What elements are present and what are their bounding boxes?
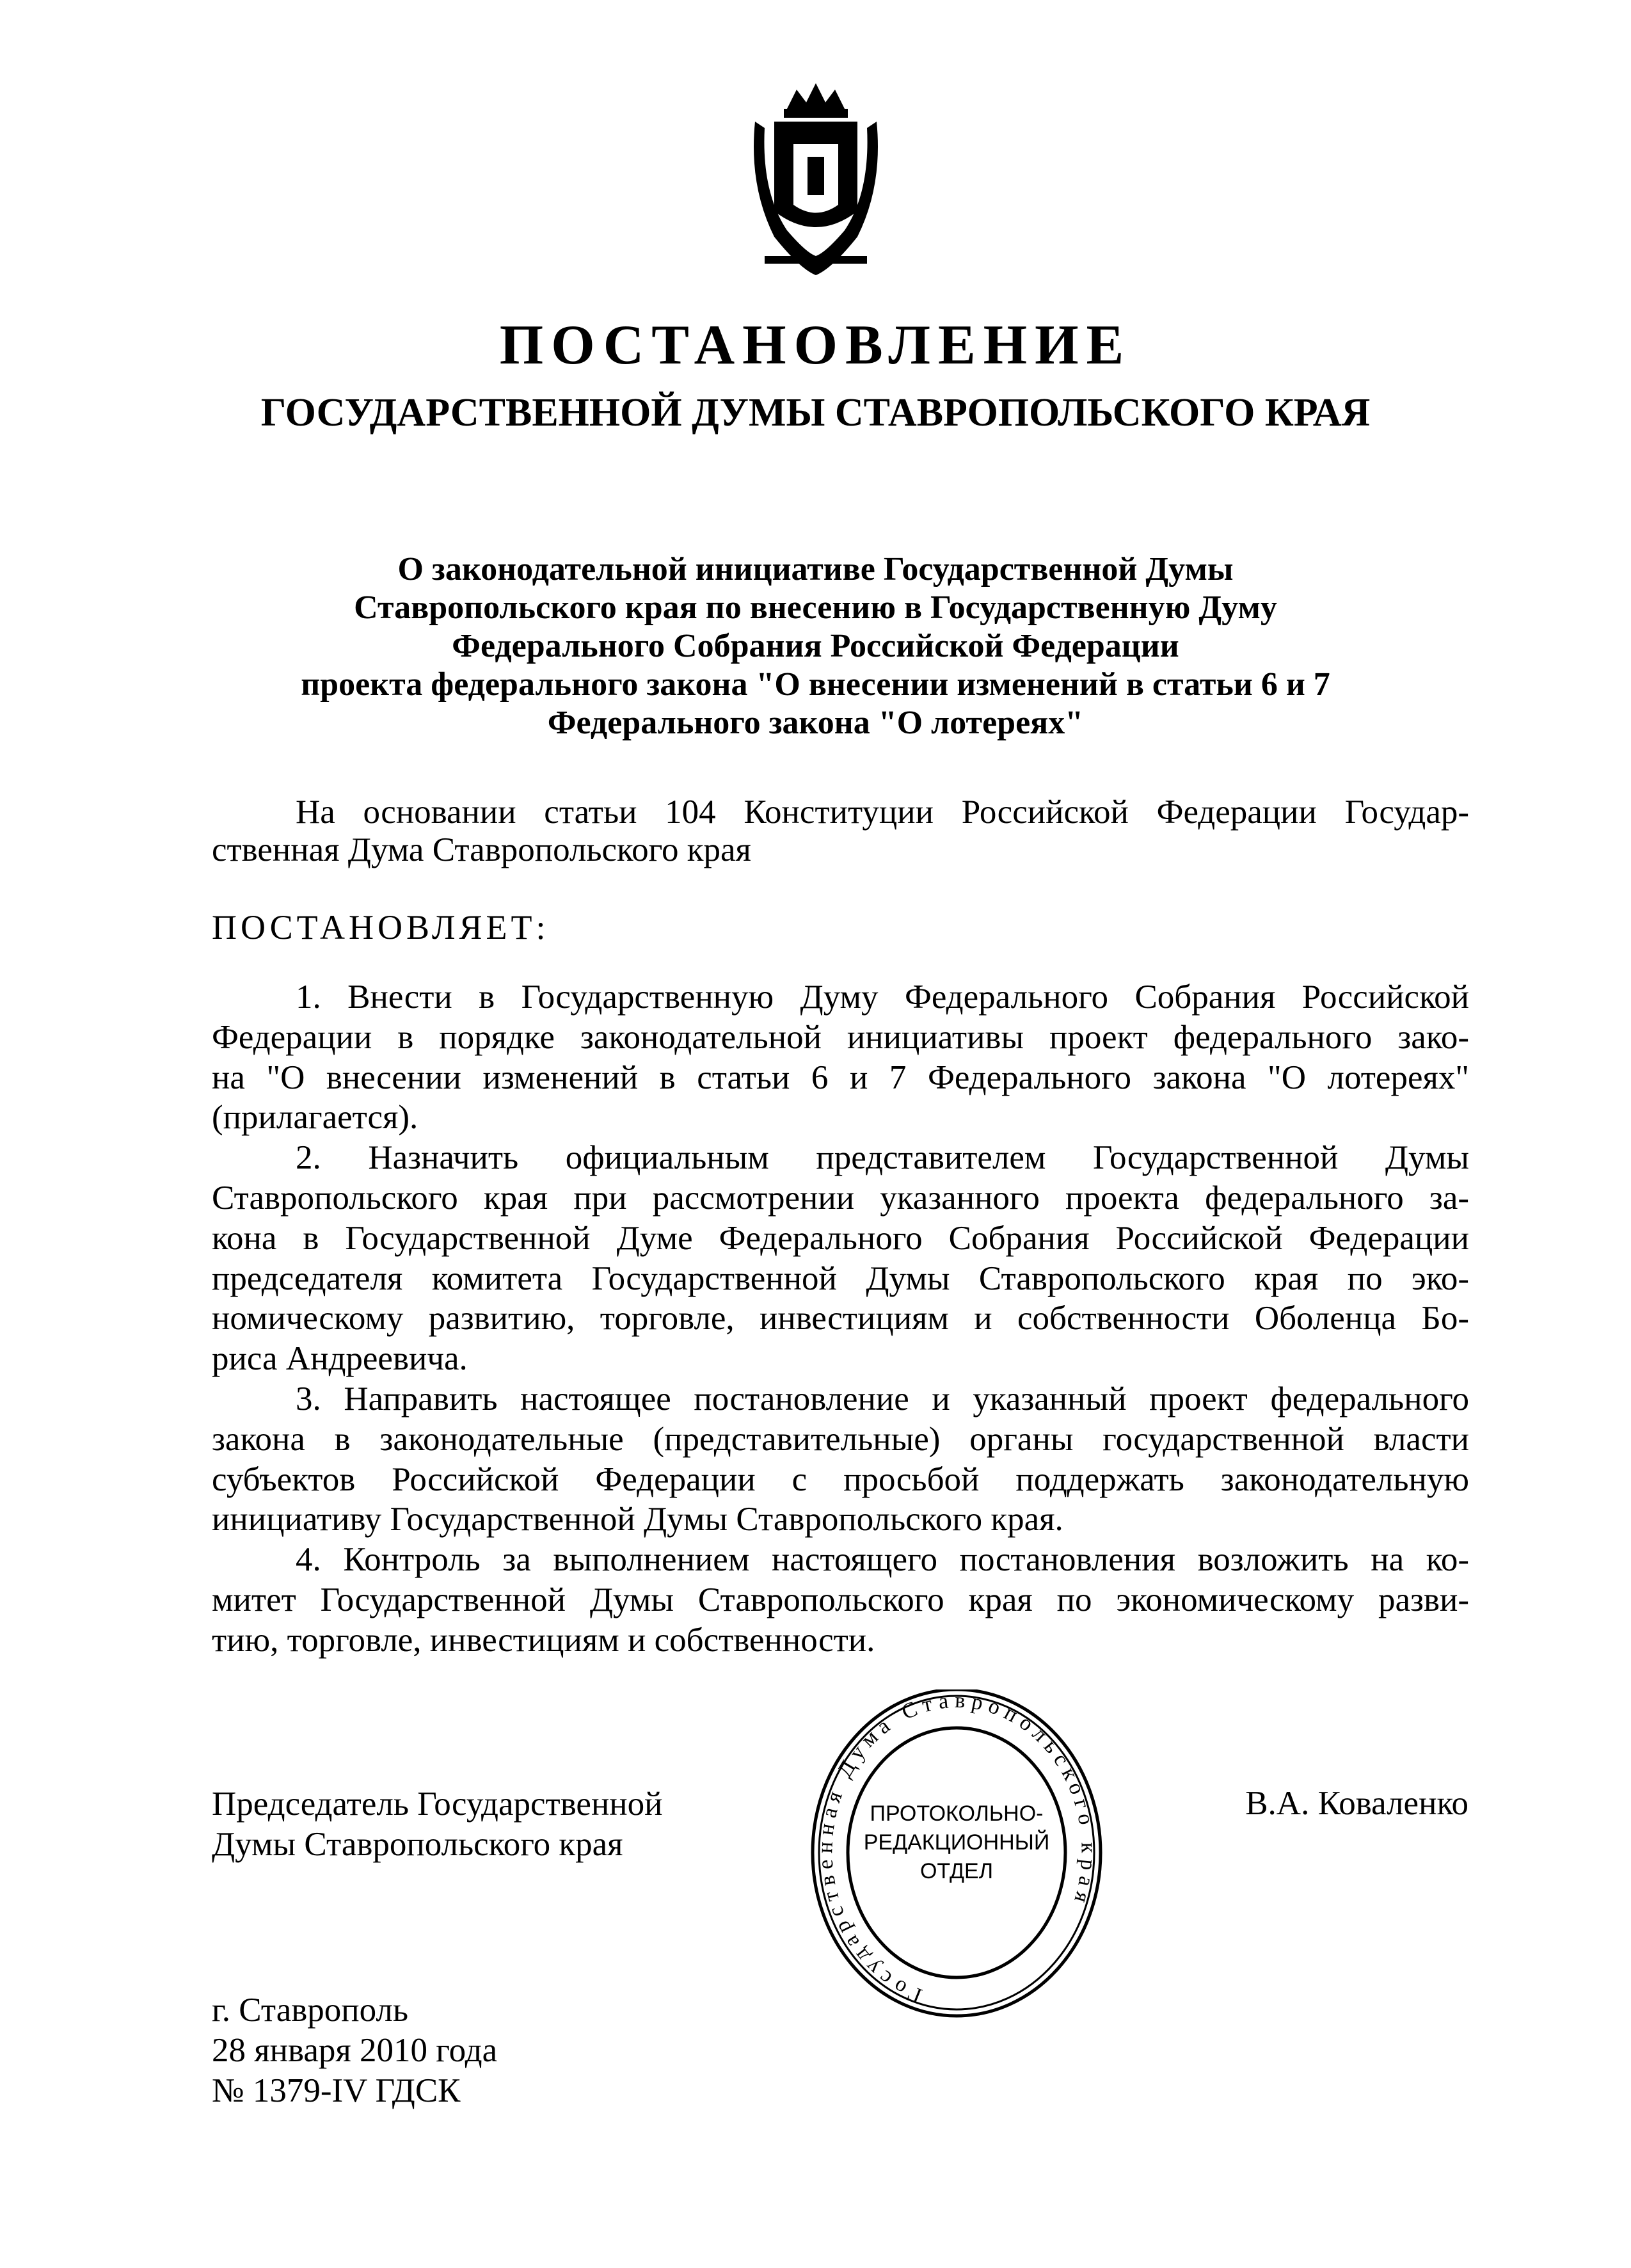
decree-item-3 (212, 1379, 1469, 1540)
text-line: 1. Внести в Государственную Думу Федерального Собрания Российской (296, 978, 1469, 1016)
decree-item-4 (212, 1540, 1469, 1660)
text-line: ственная Дума Ставропольского края (212, 831, 751, 868)
document-footer (212, 1990, 497, 2111)
document-subtitle: ГОСУДАРСТВЕННОЙ ДУМЫ СТАВРОПОЛЬСКОГО КРАЯ (260, 391, 1371, 435)
position-line: Председатель Государственной (212, 1785, 663, 1823)
intro-paragraph (212, 794, 1469, 869)
text-line: Ставропольского края при рассмотрении указанного проекта федерального за- (212, 1179, 1469, 1217)
stamp-center-line: РЕДАКЦИОННЫЙ (863, 1830, 1050, 1855)
heading-line: проекта федерального закона "О внесении изменений в статьи 6 и 7 (301, 666, 1330, 703)
stamp-center-line: ОТДЕЛ (919, 1859, 994, 1883)
text-line: 4. Контроль за выполнением настоящего постановления возложить на ко- (296, 1541, 1469, 1579)
document-number: № 1379-IV ГДСК (212, 2072, 461, 2109)
heading-line: Федерального закона "О лотереях" (547, 705, 1084, 741)
coat-of-arms-emblem (749, 83, 883, 278)
text-line: 2. Назначить официальным представителем Государственной Думы (296, 1139, 1469, 1177)
text-line: риса Андреевича. (212, 1340, 468, 1378)
text-line: инициативу Государственной Думы Ставропольского края. (212, 1501, 1063, 1538)
date: 28 января 2010 года (212, 2032, 498, 2069)
text-line: тию, торговле, инвестициям и собственности. (212, 1621, 875, 1659)
stamp-center-line: ПРОТОКОЛЬНО- (870, 1801, 1044, 1826)
text-line: митет Государственной Думы Ставропольского края по экономическому разви- (212, 1581, 1469, 1618)
signatory-position (212, 1784, 663, 1865)
position-line: Думы Ставропольского края (212, 1826, 623, 1863)
decree-item-1 (212, 977, 1469, 1138)
text-line: 3. Направить настоящее постановление и указанный проект федерального (296, 1380, 1469, 1418)
stamp-ring-text: Государственная Дума Ставропольского края (813, 1689, 1101, 2008)
heading-line: Ставропольского края по внесению в Государственную Думу (354, 589, 1277, 626)
official-stamp (806, 1689, 1107, 2022)
text-line: закона в законодательные (представительные) органы государственной власти (212, 1420, 1469, 1458)
heading-line: О законодательной инициативе Государственной Думы (397, 551, 1234, 587)
signatory-name: В.А. Коваленко (1245, 1785, 1468, 1822)
document-heading (0, 550, 1631, 742)
decree-item-2 (212, 1138, 1469, 1379)
heading-line: Федерального Собрания Российской Федерации (452, 628, 1179, 664)
decree-word: ПОСТАНОВЛЯЕТ: (212, 908, 550, 946)
text-line: Федерации в порядке законодательной инициативы проект федерального зако- (212, 1018, 1469, 1056)
text-line: председателя комитета Государственной Думы Ставропольского края по эко- (212, 1259, 1469, 1297)
text-line: (прилагается). (212, 1099, 418, 1137)
text-line: кона в Государственной Думе Федерального Собрания Российской Федерации (212, 1219, 1469, 1257)
text-line: номическому развитию, торговле, инвестициям и собственности Оболенца Бо- (212, 1300, 1469, 1338)
text-line: на "О внесении изменений в статьи 6 и 7 Федерального закона "О лотереях" (212, 1058, 1469, 1096)
document-title: ПОСТАНОВЛЕНИЕ (499, 314, 1132, 376)
place: г. Ставрополь (212, 1992, 409, 2029)
text-line: субъектов Российской Федерации с просьбой поддержать законодательную (212, 1460, 1469, 1498)
text-line: На основании статьи 104 Конституции Российской Федерации Государ- (296, 794, 1469, 831)
decree-items (212, 977, 1469, 1661)
